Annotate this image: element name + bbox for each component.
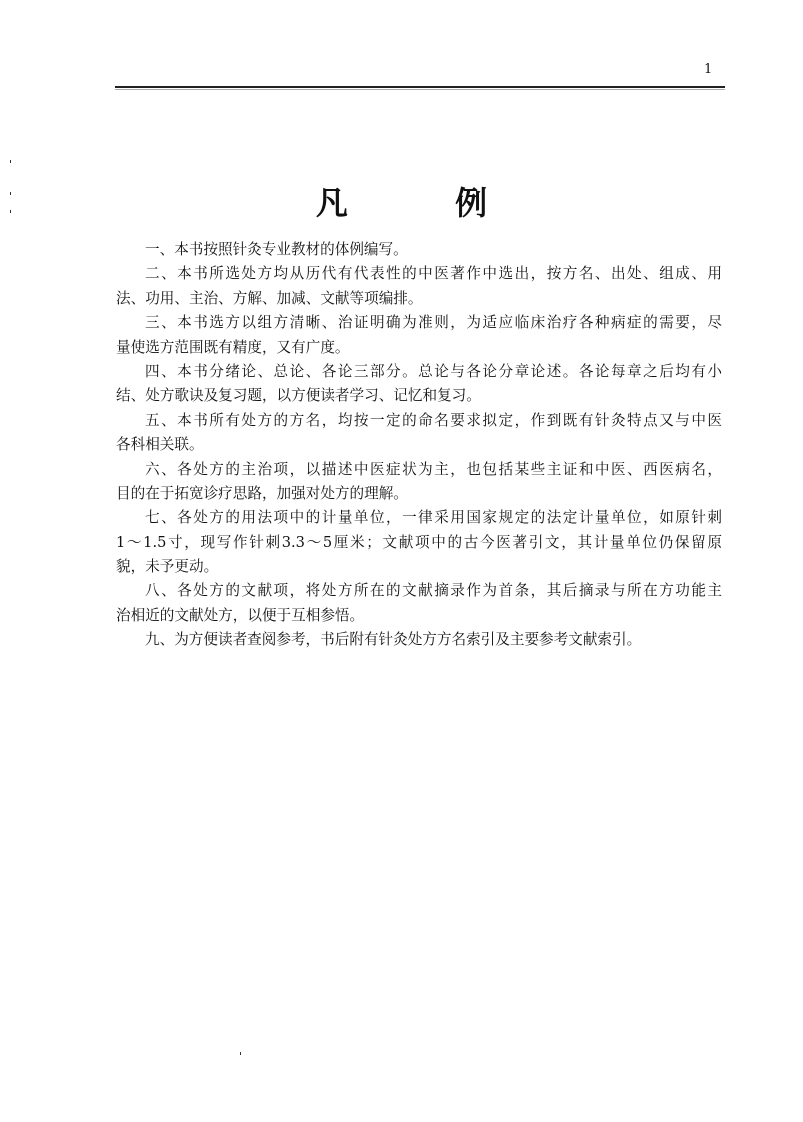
text-line: 五、本书所有处方的方名，均按一定的命名要求拟定，作到既有针灸特点又与中医 <box>145 411 722 429</box>
text-line: 六、各处方的主治项，以描述中医症状为主，也包括某些主证和中医、西医病名， <box>145 460 722 478</box>
page-number: 1 <box>704 62 713 77</box>
text-line: 二、本书所选处方均从历代有代表性的中医著作中选出，按方名、出处、组成、用 <box>145 265 722 283</box>
text-line: 结、处方歌诀及复习题，以方便读者学习、记忆和复习。 <box>116 387 481 405</box>
paragraph <box>116 506 722 579</box>
text-line: 九、为方便读者查阅参考，书后附有针灸处方方名索引及主要参考文献索引。 <box>145 631 642 649</box>
paragraph <box>116 409 722 458</box>
scan-mark <box>10 160 11 163</box>
text-line: 各科相关联。 <box>116 436 204 454</box>
text-line: 七、各处方的用法项中的计量单位，一律采用国家规定的法定计量单位，如原针刺 <box>145 509 722 527</box>
paragraph <box>116 360 722 409</box>
paragraph <box>116 262 722 311</box>
paragraph <box>116 628 722 652</box>
text-line: 八、各处方的文献项，将处方所在的文献摘录作为首条，其后摘录与所在方功能主 <box>145 582 722 600</box>
header-rule-secondary <box>115 89 725 90</box>
page-title: 凡 例 <box>315 184 536 222</box>
paragraph <box>116 458 722 507</box>
header-rule <box>115 86 725 88</box>
document-body <box>116 238 722 653</box>
paragraph <box>116 311 722 360</box>
paragraph <box>116 579 722 628</box>
text-line: 1～1.5寸，现写作针刺3.3～5厘米；文献项中的古今医著引文，其计量单位仍保留原 <box>116 533 722 551</box>
text-line: 量使选方范围既有精度，又有广度。 <box>116 338 350 356</box>
text-line: 三、本书选方以组方清晰、治证明确为准则，为适应临床治疗各种病症的需要，尽 <box>145 314 722 332</box>
text-line: 貌，未予更动。 <box>116 558 219 576</box>
text-line: 目的在于拓宽诊疗思路，加强对处方的理解。 <box>116 484 408 502</box>
text-line: 治相近的文献处方，以便于互相参悟。 <box>116 606 365 624</box>
scan-mark <box>240 1052 241 1055</box>
paragraph <box>116 238 722 262</box>
text-line: 法、功用、主治、方解、加减、文献等项编排。 <box>116 289 423 307</box>
text-line: 四、本书分绪论、总论、各论三部分。总论与各论分章论述。各论每章之后均有小 <box>145 362 722 380</box>
text-line: 一、本书按照针灸专业教材的体例编写。 <box>145 241 408 258</box>
